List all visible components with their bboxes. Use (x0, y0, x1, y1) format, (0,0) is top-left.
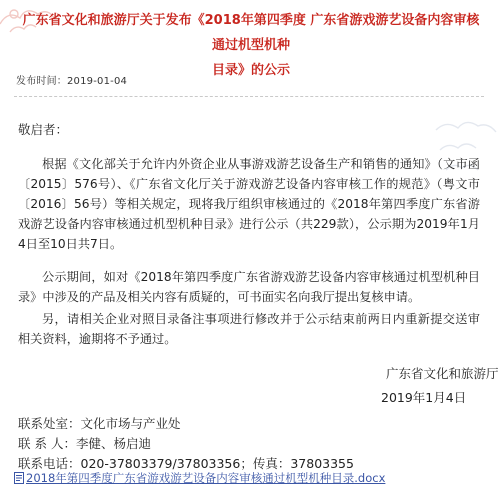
attachment-link[interactable] (14, 470, 385, 486)
publish-label: 发布时间： (16, 76, 67, 87)
contact-value: 文化市场与产业处 (80, 416, 181, 431)
title-line: 广东省文化和旅游厅关于发布《2018年第四季度 广东省游戏游艺设备内容审核通过机型机种 (22, 13, 480, 53)
contact-value: 020-37803379/37803356；传真：37803355 (80, 456, 354, 471)
divider (14, 96, 484, 97)
contact-label: 联 系 人： (18, 436, 76, 451)
body-paragraph: 根据《文化部关于允许内外资企业从事游戏游艺设备生产和销售的通知》（文市函〔2015〕576号）、《广东省文化厅关于游戏游艺设备内容审核工作的规范》（粤文市〔2016〕56号）等相关规定，现将我厅组织审核通过的《2018年第四季度广东省游戏游艺设备内容审核通过机型机种目录》进行公示（共229款），公示期为2019年1月4日至10日共7日。 (18, 157, 480, 252)
contact-value: 李健、杨启迪 (75, 436, 151, 451)
word-doc-icon (14, 472, 24, 484)
signature-org: 广东省文化和旅游厅 (386, 366, 499, 381)
greeting: 敬启者： (18, 122, 69, 137)
contact-label: 联系电话： (18, 456, 81, 471)
signature-date: 2019年1月4日 (381, 390, 467, 405)
attachment-filename[interactable]: 2018年第四季度广东省游戏游艺设备内容审核通过机型机种目录.docx (26, 471, 386, 485)
title-line: 目录》的公示 (211, 63, 290, 78)
contact-person (18, 434, 151, 452)
contact-label: 联系处室： (18, 416, 81, 431)
body-paragraph: 另，请相关企业对照目录备注事项进行修改并于公示结束前两日内重新提交送审相关资料，逾期将不予通过。 (18, 312, 480, 347)
publish-date (16, 72, 127, 87)
publish-date-value: 2019-01-04 (67, 76, 128, 87)
contact-office (18, 414, 181, 432)
body-paragraph: 公示期间，如对《2018年第四季度广东省游戏游艺设备内容审核通过机型机种目录》中涉及的产品及相关内容有质疑的，可书面实名向我厅提出复核申请。 (18, 270, 480, 305)
